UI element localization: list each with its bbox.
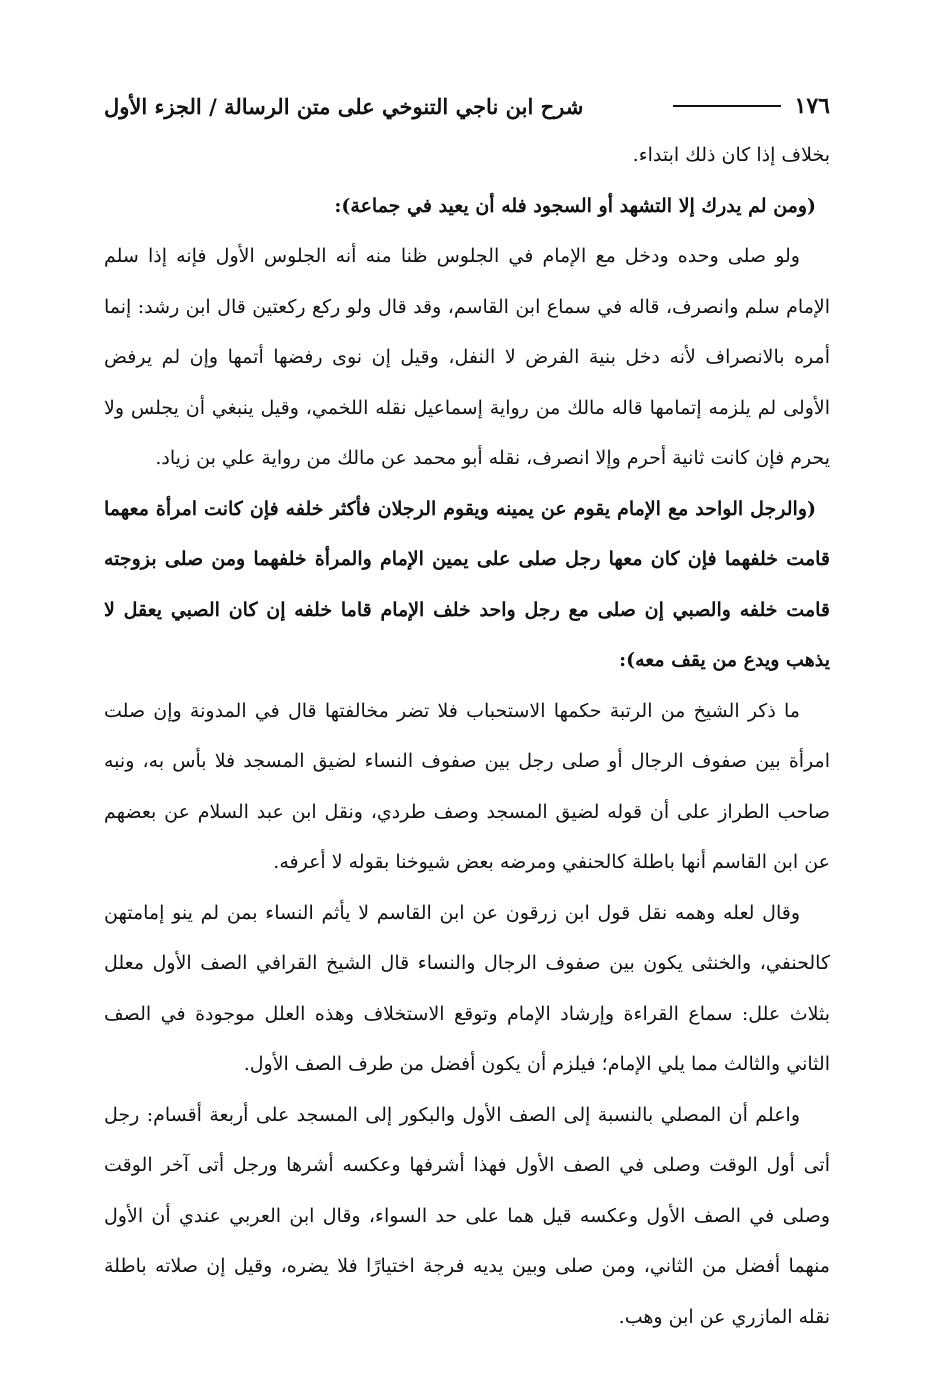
commentary-paragraph: وقال لعله وهمه نقل قول ابن زرقون عن ابن القاسم لا يأثم النساء بمن لم ينو إمامتهن كالحنفي، والخنثى يكون بين صفوف الرجال والنساء قال الشيخ القرافي الصف الأول معلل بثلاث علل: سماع القراءة وإرشاد الإمام وتوقع الاستخلاف وهذه العلل موجودة في الصف الثاني والثالث مما يلي الإمام؛ فيلزم أن يكون أفضل من طرف الصف الأول. — [104, 901, 830, 1075]
header-right — [673, 93, 830, 119]
matn-quote: (ومن لم يدرك إلا التشهد أو السجود فله أن يعيد في جماعة): — [334, 194, 816, 217]
running-title: شرح ابن ناجي التنوخي على متن الرسالة / الجزء الأول — [104, 93, 584, 119]
commentary-paragraph: واعلم أن المصلي بالنسبة إلى الصف الأول والبكور إلى المسجد على أربعة أقسام: رجل أتى أول الوقت وصلى في الصف الأول فهذا أشرفها وعكسه أشرها ورجل أتى آخر الوقت وصلى في الصف الأول وعكسه قيل هما على حد السواء، وقال ابن العربي عندي أن الأول منهما أفضل من الثاني، ومن صلى وبين يديه فرجة اختيارًا فلا يضره، وقيل إن صلاته باطلة نقله المازري عن ابن وهب. — [104, 1103, 830, 1328]
matn-quote: (والرجل الواحد مع الإمام يقوم عن يمينه ويقوم الرجلان فأكثر خلفه فإن كانت امرأة معهما قامت خلفهما فإن كان معها رجل صلى على يمين الإمام والمرأة خلفهما ومن صلى بزوجته قامت خلفه والصبي إن صلى مع رجل واحد خلف الإمام قاما خلفه إن كان الصبي يعقل لا يذهب ويدع من يقف معه): — [104, 497, 830, 671]
page-body — [104, 130, 830, 1342]
page-header — [104, 84, 830, 128]
commentary-paragraph: ولو صلى وحده ودخل مع الإمام في الجلوس ظنا منه أنه الجلوس الأول فإنه إذا سلم الإمام سلم وانصرف، قاله في سماع ابن القاسم، وقد قال ولو ركع ركعتين قال ابن رشد: إنما أمره بالانصراف لأنه دخل بنية الفرض لا النفل، وقيل إن نوى رفضها أتمها وإن لم يرفض الأولى لم يلزمه إتمامها قاله مالك من رواية إسماعيل نقله اللخمي، وقيل ينبغي أن يجلس ولا يحرم فإن كانت ثانية أحرم وإلا انصرف، نقله أبو محمد عن مالك من رواية علي بن زياد. — [104, 245, 831, 469]
paragraph-continuation: بخلاف إذا كان ذلك ابتداء. — [632, 144, 830, 166]
commentary-paragraph: ما ذكر الشيخ من الرتبة حكمها الاستحباب فلا تضر مخالفتها قال في المدونة وإن صلت امرأة بين صفوف الرجال أو صلى رجل بين صفوف النساء لضيق المسجد فلا بأس به، ونبه صاحب الطراز على أن قوله لضيق المسجد وصف طردي، ونقل ابن عبد السلام عن بعضهم عن ابن القاسم أنها باطلة كالحنفي ومرضه بعض شيوخنا بقوله لا أعرفه. — [104, 699, 830, 873]
page-number: ١٧٦ — [794, 93, 830, 119]
header-rule — [673, 105, 781, 107]
